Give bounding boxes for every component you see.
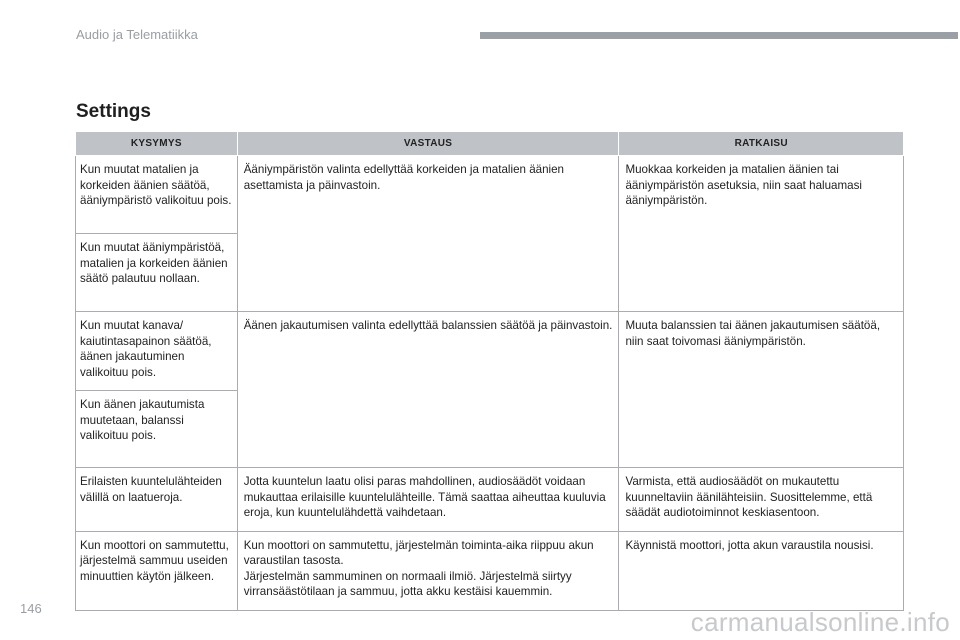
section-title: Settings (76, 101, 151, 122)
table-header-row (76, 132, 904, 156)
table-row (76, 312, 904, 391)
answer-cell: Äänen jakautumisen valinta edellyttää balanssien säätöä ja päinvastoin. (237, 312, 619, 468)
answer-cell: Ääniympäristön valinta edellyttää korkeiden ja matalien äänien asettamista ja päinvastoin. (237, 156, 619, 312)
table-row (76, 531, 904, 610)
question-cell: Erilaisten kuuntelulähteiden välillä on laatueroja. (76, 468, 238, 532)
question-cell: Kun muutat matalien ja korkeiden äänien säätöä, ääniympäristö valikoituu pois. (76, 156, 238, 234)
page-number: 146 (20, 601, 42, 616)
question-cell: Kun muutat ääniympäristöä, matalien ja korkeiden äänien säätö palautuu nollaan. (76, 234, 238, 312)
answer-cell: Kun moottori on sammutettu, järjestelmän toiminta-aika riippuu akun varaustilan tasosta. Järjestelmän sammuminen on normaali ilmiö. Järjestelmä siirtyy virransäästötilaan ja sammuu, jotta akku kestäisi kauemmin. (237, 531, 619, 610)
header-bar (480, 32, 958, 39)
table-row (76, 156, 904, 234)
column-header-question: KYSYMYS (76, 132, 238, 156)
solution-cell: Muokkaa korkeiden ja matalien äänien tai ääniympäristön asetuksia, niin saat haluamasi ääniympäristön. (619, 156, 904, 312)
question-cell: Kun äänen jakautumista muutetaan, balanssi valikoituu pois. (76, 391, 238, 468)
watermark: carmanualsonline.info (690, 607, 950, 637)
troubleshooting-table (75, 131, 904, 611)
header-title: Audio ja Telematiikka (76, 27, 198, 42)
column-header-answer: VASTAUS (237, 132, 619, 156)
answer-cell: Jotta kuuntelun laatu olisi paras mahdollinen, audiosäädöt voidaan mukauttaa erilaisille kuuntelulähteille. Tämä saattaa aiheuttaa kuuluvia eroja, kun kuuntelulähdettä vaihdetaan. (237, 468, 619, 532)
table-row (76, 468, 904, 532)
solution-cell: Käynnistä moottori, jotta akun varaustila nousisi. (619, 531, 904, 610)
solution-cell: Varmista, että audiosäädöt on mukautettu kuunneltaviin äänilähteisiin. Suosittelemme, että säädät audiotoiminnot keskiasentoon. (619, 468, 904, 532)
question-cell: Kun moottori on sammutettu, järjestelmä sammuu useiden minuuttien käytön jälkeen. (76, 531, 238, 610)
question-cell: Kun muutat kanava/ kaiutintasapainon säätöä, äänen jakautuminen valikoituu pois. (76, 312, 238, 391)
column-header-solution: RATKAISU (619, 132, 904, 156)
solution-cell: Muuta balanssien tai äänen jakautumisen säätöä, niin saat toivomasi ääniympäristön. (619, 312, 904, 468)
